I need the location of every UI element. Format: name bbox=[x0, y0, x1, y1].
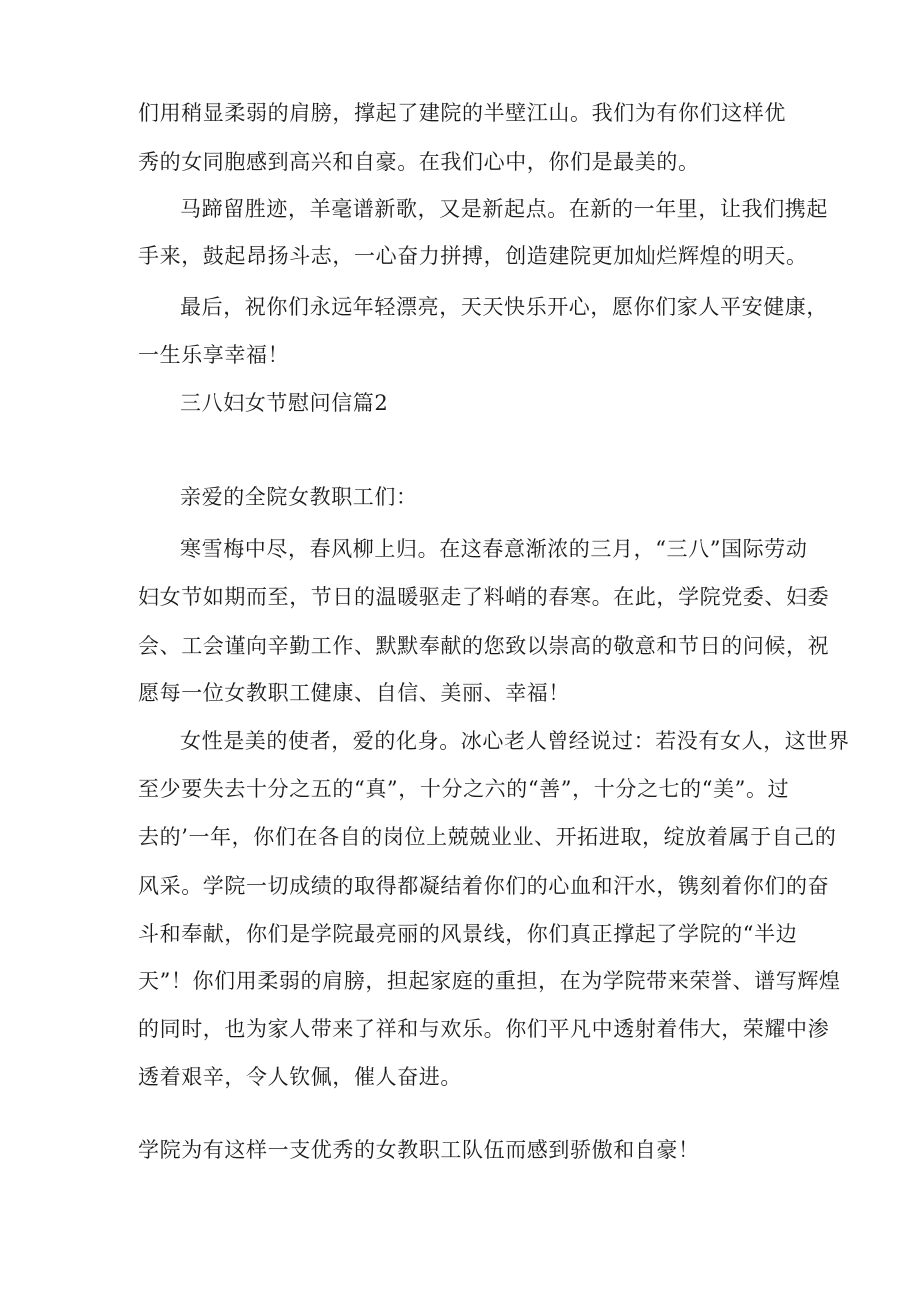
paragraph-line: 秀的女同胞感到高兴和自豪。在我们心中，你们是最美的。 bbox=[138, 150, 700, 174]
paragraph-line: 的同时，也为家人带来了祥和与欢乐。你们平凡中透射着伟大，荣耀中渗 bbox=[138, 1017, 830, 1041]
paragraph-line: 手来，鼓起昂扬斗志，一心奋力拼搏，创造建院更加灿烂辉煌的明天。 bbox=[138, 244, 808, 268]
paragraph-line: 至少要失去十分之五的“真”，十分之六的“善”，十分之七的“美”。过 bbox=[138, 777, 790, 801]
closing-line: 学院为有这样一支优秀的女教职工队伍而感到骄傲和自豪！ bbox=[138, 1138, 700, 1162]
paragraph-line: 寒雪梅中尽，春风柳上归。在这春意渐浓的三月，“三八”国际劳动 bbox=[180, 537, 808, 561]
section-heading: 三八妇女节慰问信篇2 bbox=[180, 391, 389, 415]
paragraph-line: 透着艰辛，令人钦佩，催人奋进。 bbox=[138, 1065, 462, 1089]
paragraph-line: 愿每一位女教职工健康、自信、美丽、幸福！ bbox=[138, 681, 570, 705]
salutation: 亲爱的全院女教职工们： bbox=[180, 485, 418, 509]
paragraph-line: 马蹄留胜迹，羊毫谱新歌，又是新起点。在新的一年里，让我们携起 bbox=[180, 197, 828, 221]
paragraph-line: 风采。学院一切成绩的取得都凝结着你们的心血和汗水，镌刻着你们的奋 bbox=[138, 874, 830, 898]
paragraph-line: 斗和奉献，你们是学院最亮丽的风景线，你们真正撑起了学院的“半边 bbox=[138, 922, 798, 946]
paragraph-line: 去的’一年，你们在各自的岗位上兢兢业业、开拓进取，绽放着属于自己的 bbox=[138, 825, 837, 849]
paragraph-line: 会、工会谨向辛勤工作、默默奉献的您致以崇高的敬意和节日的问候，祝 bbox=[138, 634, 830, 658]
paragraph-line: 妇女节如期而至，节日的温暖驱走了料峭的春寒。在此，学院党委、妇委 bbox=[138, 585, 830, 609]
paragraph-line: 一生乐享幸福！ bbox=[138, 343, 290, 367]
paragraph-line: 最后，祝你们永远年轻漂亮，天天快乐开心，愿你们家人平安健康， bbox=[180, 295, 828, 319]
paragraph-line: 天”！你们用柔弱的肩膀，担起家庭的重担，在为学院带来荣誉、谱写辉煌 bbox=[138, 969, 841, 993]
paragraph-line: 们用稍显柔弱的肩膀，撑起了建院的半壁江山。我们为有你们这样优 bbox=[138, 101, 786, 125]
paragraph-line: 女性是美的使者，爱的化身。冰心老人曾经说过：若没有女人，这世界 bbox=[180, 729, 850, 753]
